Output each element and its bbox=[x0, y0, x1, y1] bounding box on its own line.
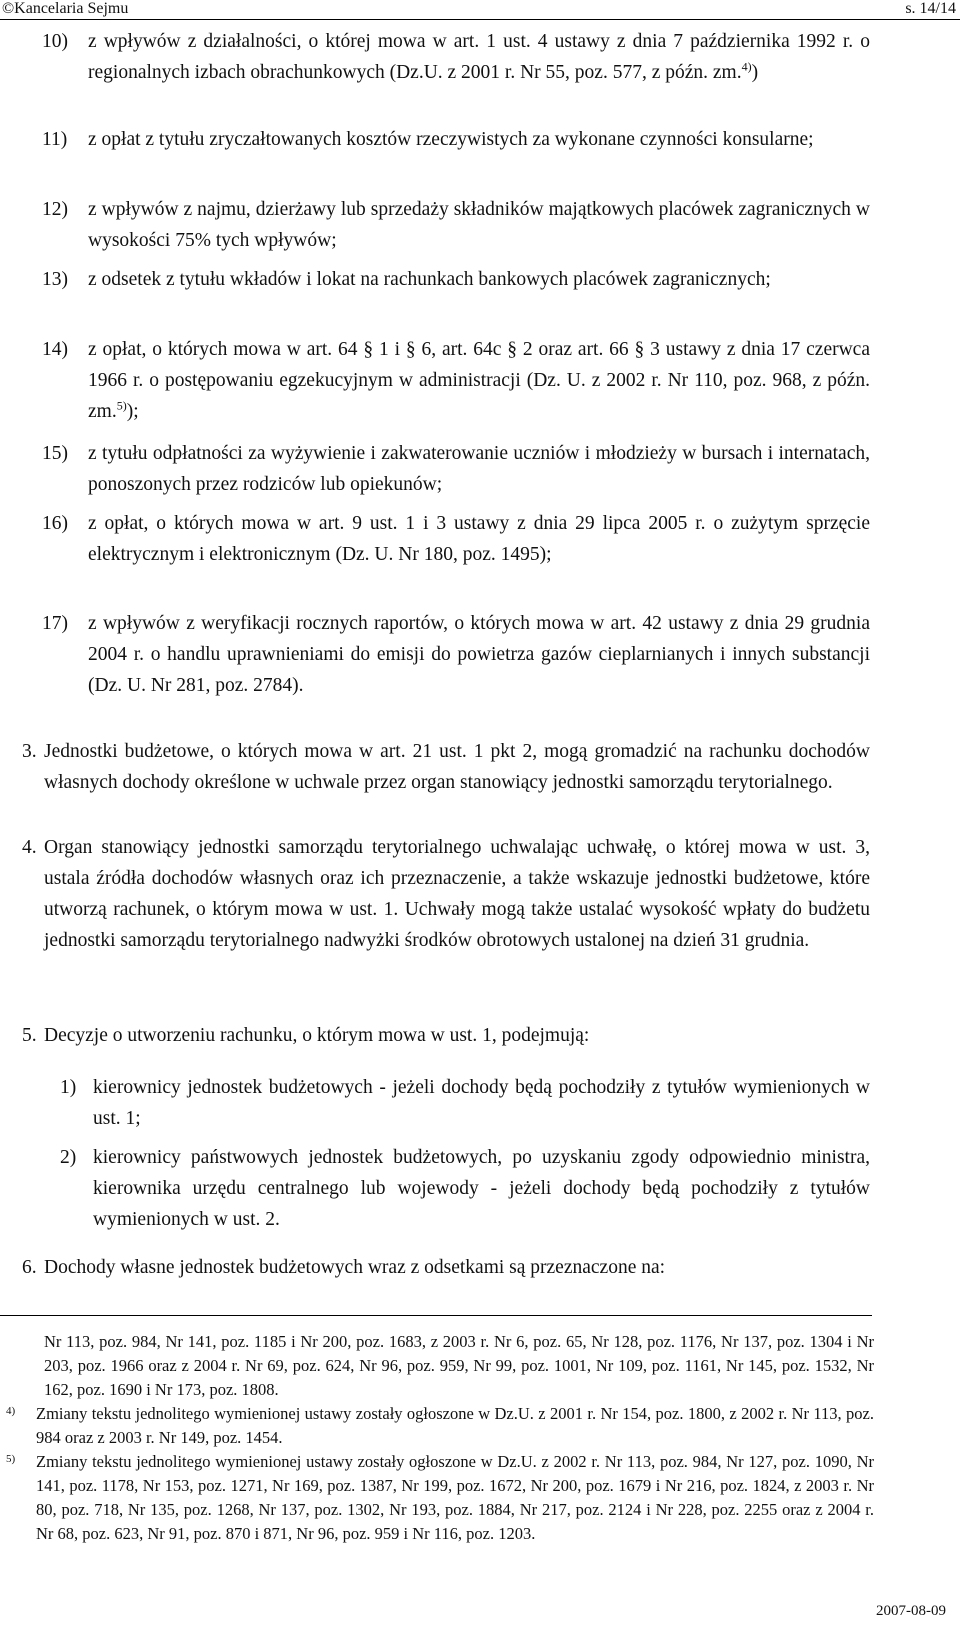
item-number: 11) bbox=[42, 129, 68, 150]
footnote-mark: 5) bbox=[6, 1453, 16, 1465]
paragraph-number: 3. bbox=[22, 741, 37, 762]
header-rule bbox=[0, 19, 960, 20]
item-text: z opłat z tytułu zryczałtowanych kosztów rzeczywistych za wykonane czynności konsularne; bbox=[88, 129, 814, 150]
paragraph-4 bbox=[22, 832, 870, 956]
item-number: 12) bbox=[42, 199, 68, 220]
paragraph-text: Organ stanowiący jednostki samorządu terytorialnego uchwalając uchwałę, o której mowa w ust. 3, ustala źródła dochodów własnych oraz ich przeznaczenie, a także wskazuje jednostki budżetowe, które utworzą rachunek, o którym mowa w ust. 1. Uchwały mogą także ustalać wysokość wpłaty do budżetu jednostki samorządu terytorialnego nadwyżki środków obrotowych ustalonej na dzień 31 grudnia. bbox=[44, 837, 870, 951]
item-text: z opłat, o których mowa w art. 9 ust. 1 i 3 ustawy z dnia 29 lipca 2005 r. o zużytym sprzęcie elektrycznym i elektronicznym (Dz. U. Nr 180, poz. 1495); bbox=[88, 513, 870, 565]
paragraph-number: 4. bbox=[22, 837, 37, 858]
list-item-12 bbox=[42, 194, 870, 256]
footnote-separator bbox=[0, 1315, 872, 1316]
item-number: 14) bbox=[42, 339, 68, 360]
item-number: 17) bbox=[42, 613, 68, 634]
list-item-13 bbox=[42, 264, 870, 295]
subitem-2 bbox=[60, 1142, 870, 1235]
list-item-11 bbox=[42, 124, 870, 155]
footnote-4 bbox=[6, 1402, 874, 1450]
subitem-1 bbox=[60, 1072, 870, 1134]
item-text: z odsetek z tytułu wkładów i lokat na rachunkach bankowych placówek zagranicznych; bbox=[88, 269, 771, 290]
paragraph-6 bbox=[22, 1252, 870, 1283]
list-item-10 bbox=[42, 26, 870, 88]
item-text: z wpływów z działalności, o której mowa w art. 1 ust. 4 ustawy z dnia 7 października 1992 r. o regionalnych izbach obrachunkowych (Dz.U. z 2001 r. Nr 55, poz. 577, z późn. zm. bbox=[88, 31, 870, 83]
footnote-ref: 4) bbox=[741, 59, 752, 74]
item-text: z opłat, o których mowa w art. 64 § 1 i § 6, art. 64c § 2 oraz art. 66 § 3 ustawy z dnia 17 czerwca 1966 r. o postępowaniu egzekucyjnym w administracji (Dz. U. z 2002 r. Nr 110, poz. 968, z późn. zm. bbox=[88, 339, 870, 422]
item-text: z wpływów z weryfikacji rocznych raportów, o których mowa w art. 42 ustawy z dnia 29 grudnia 2004 r. o handlu uprawnieniami do emisji do powietrza gazów cieplarnianych i innych substancji (Dz. U. Nr 281, poz. 2784). bbox=[88, 613, 870, 696]
footnote-mark: 4) bbox=[6, 1405, 16, 1417]
list-item-17 bbox=[42, 608, 870, 701]
item-number: 16) bbox=[42, 513, 68, 534]
subitem-text: kierownicy państwowych jednostek budżetowych, po uzyskaniu zgody odpowiednio ministra, kierownika urzędu centralnego lub wojewody - jeżeli dochody będą pochodziły z tytułów wymienionych w ust. 2. bbox=[93, 1147, 870, 1230]
subitem-number: 1) bbox=[60, 1077, 77, 1098]
list-item-16 bbox=[42, 508, 870, 570]
subitem-text: kierownicy jednostek budżetowych - jeżeli dochody będą pochodziły z tytułów wymienionych w ust. 1; bbox=[93, 1077, 870, 1129]
item-number: 13) bbox=[42, 269, 68, 290]
item-tail: ); bbox=[126, 401, 139, 422]
header-page-number: s. 14/14 bbox=[905, 0, 956, 17]
paragraph-text: Dochody własne jednostek budżetowych wraz z odsetkami są przeznaczone na: bbox=[44, 1257, 666, 1278]
item-number: 15) bbox=[42, 443, 68, 464]
paragraph-text: Decyzje o utworzeniu rachunku, o którym mowa w ust. 1, podejmują: bbox=[44, 1025, 590, 1046]
list-item-15 bbox=[42, 438, 870, 500]
paragraph-number: 5. bbox=[22, 1025, 37, 1046]
footnote-ref: 5) bbox=[116, 398, 127, 413]
paragraph-3 bbox=[22, 736, 870, 798]
footnote-text: Zmiany tekstu jednolitego wymienionej ustawy zostały ogłoszone w Dz.U. z 2001 r. Nr 154, poz. 1800, z 2002 r. Nr 113, poz. 984 oraz z 2003 r. Nr 149, poz. 1454. bbox=[36, 1404, 874, 1447]
list-item-14 bbox=[42, 334, 870, 427]
item-text: z wpływów z najmu, dzierżawy lub sprzedaży składników majątkowych placówek zagranicznych w wysokości 75% tych wpływów; bbox=[88, 199, 870, 251]
item-tail: ) bbox=[751, 62, 759, 83]
paragraph-5 bbox=[22, 1020, 870, 1051]
footnote-continuation: Nr 113, poz. 984, Nr 141, poz. 1185 i Nr 200, poz. 1683, z 2003 r. Nr 6, poz. 65, Nr 128, poz. 1176, Nr 137, poz. 1304 i Nr 203, poz. 1966 oraz z 2004 r. Nr 69, poz. 624, Nr 96, poz. 959, Nr 99, poz. 1001, Nr 109, poz. 1161, Nr 145, poz. 1532, Nr 162, poz. 1690 i Nr 173, poz. 1808. bbox=[44, 1332, 874, 1399]
document-date: 2007-08-09 bbox=[876, 1603, 946, 1619]
item-text: z tytułu odpłatności za wyżywienie i zakwaterowanie uczniów i młodzieży w bursach i internatach, ponoszonych przez rodziców lub opiekunów; bbox=[88, 443, 870, 495]
subitem-number: 2) bbox=[60, 1147, 77, 1168]
item-number: 10) bbox=[42, 31, 68, 52]
footnote-5 bbox=[6, 1450, 874, 1546]
paragraph-number: 6. bbox=[22, 1257, 37, 1278]
header-source: ©Kancelaria Sejmu bbox=[2, 0, 129, 17]
footnote-text: Zmiany tekstu jednolitego wymienionej ustawy zostały ogłoszone w Dz.U. z 2002 r. Nr 113, poz. 984, Nr 127, poz. 1090, Nr 141, poz. 1178, Nr 153, poz. 1271, Nr 169, poz. 1387, Nr 199, poz. 1672, Nr 200, poz. 1679 i Nr 216, poz. 1824, z 2003 r. Nr 80, poz. 718, Nr 135, poz. 1268, Nr 137, poz. 1302, Nr 193, poz. 1884, Nr 217, poz. 2124 i Nr 228, poz. 2255 oraz z 2004 r. Nr 68, poz. 623, Nr 91, poz. 870 i 871, Nr 96, poz. 959 i Nr 116, poz. 1203. bbox=[36, 1452, 874, 1543]
paragraph-text: Jednostki budżetowe, o których mowa w art. 21 ust. 1 pkt 2, mogą gromadzić na rachunku dochodów własnych dochody określone w uchwale przez organ stanowiący jednostki samorządu terytorialnego. bbox=[44, 741, 870, 793]
